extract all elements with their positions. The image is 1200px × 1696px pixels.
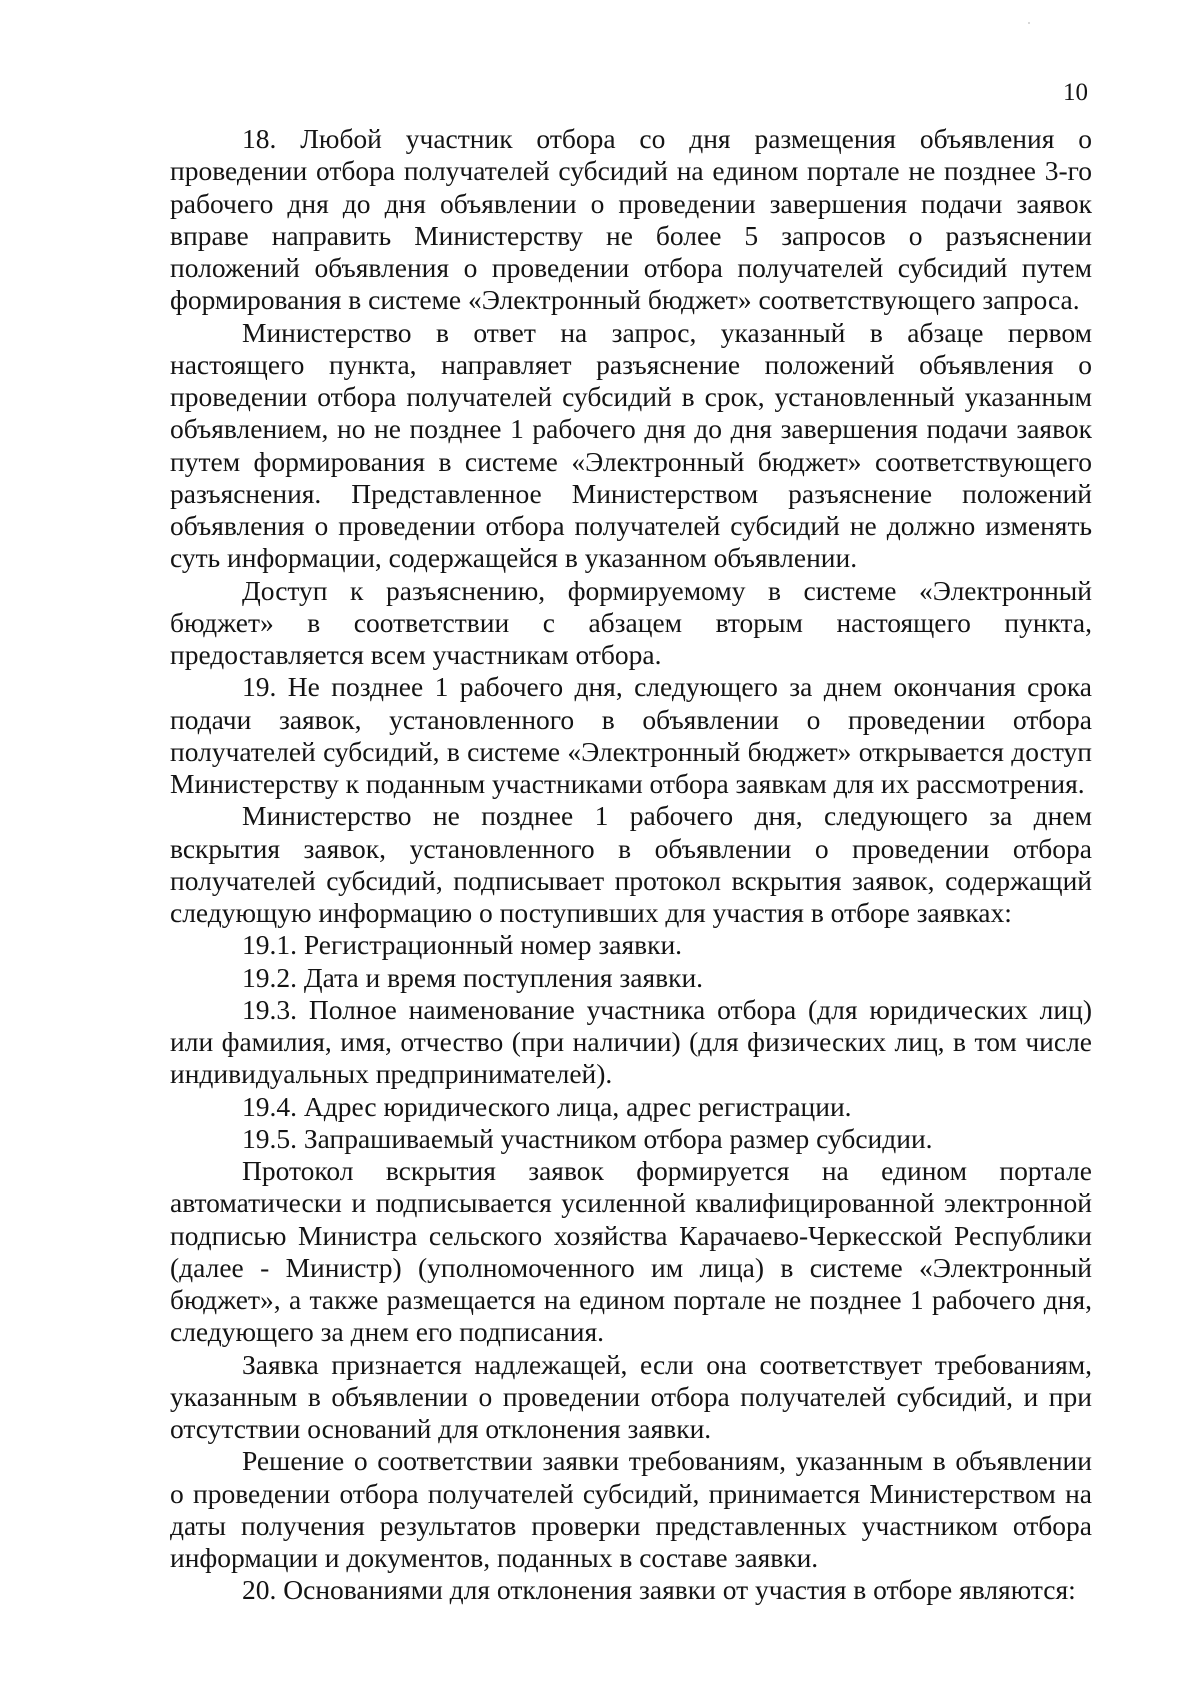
paragraph-20: 20. Основаниями для отклонения заявки от участия в отборе являются: (242, 1574, 1076, 1606)
document-body (170, 123, 1092, 1607)
paragraph-compliance-decision: Решение о соответствии заявки требованиям, указанным в объявлении о проведении отбора получателей субсидий, принимается Министерством на даты получения результатов проверки представленных участником отбора информации и документов, поданных в составе заявки. (170, 1445, 1092, 1573)
paragraph-19: 19. Не позднее 1 рабочего дня, следующего за днем окончания срока подачи заявок, установленного в объявлении о проведении отбора получателей субсидий, в системе «Электронный бюджет» открывается доступ Министерству к поданным участниками отбора заявкам для их рассмотрения. (170, 671, 1092, 799)
paragraph-opening-protocol: Министерство не позднее 1 рабочего дня, следующего за днем вскрытия заявок, установленного в объявлении о проведении отбора получателей субсидий, подписывает протокол вскрытия заявок, содержащий следующую информацию о поступивших для участия в отборе заявках: (170, 800, 1092, 928)
paragraph-19-3: 19.3. Полное наименование участника отбора (для юридических лиц) или фамилия, имя, отчество (при наличии) (для физических лиц, в том числе индивидуальных предпринимателей). (170, 993, 1092, 1090)
paragraph-18: 18. Любой участник отбора со дня размещения объявления о проведении отбора получателей субсидий на едином портале не позднее 3-го рабочего дня до дня объявлении о проведении завершения подачи заявок вправе направить Министерству не более 5 запросов о разъяснении положений объявления о проведении отбора получателей субсидий путем формирования в системе «Электронный бюджет» соответствующего запроса. (170, 123, 1092, 316)
page-number: 10 (1063, 79, 1088, 106)
paragraph-ministry-response: Министерство в ответ на запрос, указанный в абзаце первом настоящего пункта, направляет разъяснение положений объявления о проведении отбора получателей субсидий в срок, установленный указанным объявлением, но не позднее 1 рабочего дня до дня завершения подачи заявок путем формирования в системе «Электронный бюджет» соответствующего разъяснения. Представленное Министерством разъяснение положений объявления о проведении отбора получателей субсидий не должно изменять суть информации, содержащейся в указанном объявлении. (170, 316, 1092, 574)
paragraph-19-5: 19.5. Запрашиваемый участником отбора размер субсидии. (242, 1122, 933, 1154)
paragraph-access-clarification: Доступ к разъяснению, формируемому в системе «Электронный бюджет» в соответствии с абзацем вторым настоящего пункта, предоставляется всем участникам отбора. (170, 574, 1092, 670)
paragraph-protocol-signing: Протокол вскрытия заявок формируется на едином портале автоматически и подписывается усиленной квалифицированной электронной подписью Министра сельского хозяйства Карачаево-Черкесской Республики (далее - Министр) (уполномоченного им лица) в системе «Электронный бюджет», а также размещается на едином портале не позднее 1 рабочего дня, следующего за днем его подписания. (170, 1155, 1092, 1348)
paragraph-19-4: 19.4. Адрес юридического лица, адрес регистрации. (242, 1090, 852, 1122)
paragraph-19-1: 19.1. Регистрационный номер заявки. (242, 929, 683, 961)
paragraph-application-valid: Заявка признается надлежащей, если она соответствует требованиям, указанным в объявлении о проведении отбора получателей субсидий, и при отсутствии оснований для отклонения заявки. (170, 1348, 1092, 1444)
paragraph-19-2: 19.2. Дата и время поступления заявки. (242, 961, 704, 993)
scan-speck (1028, 22, 1030, 24)
